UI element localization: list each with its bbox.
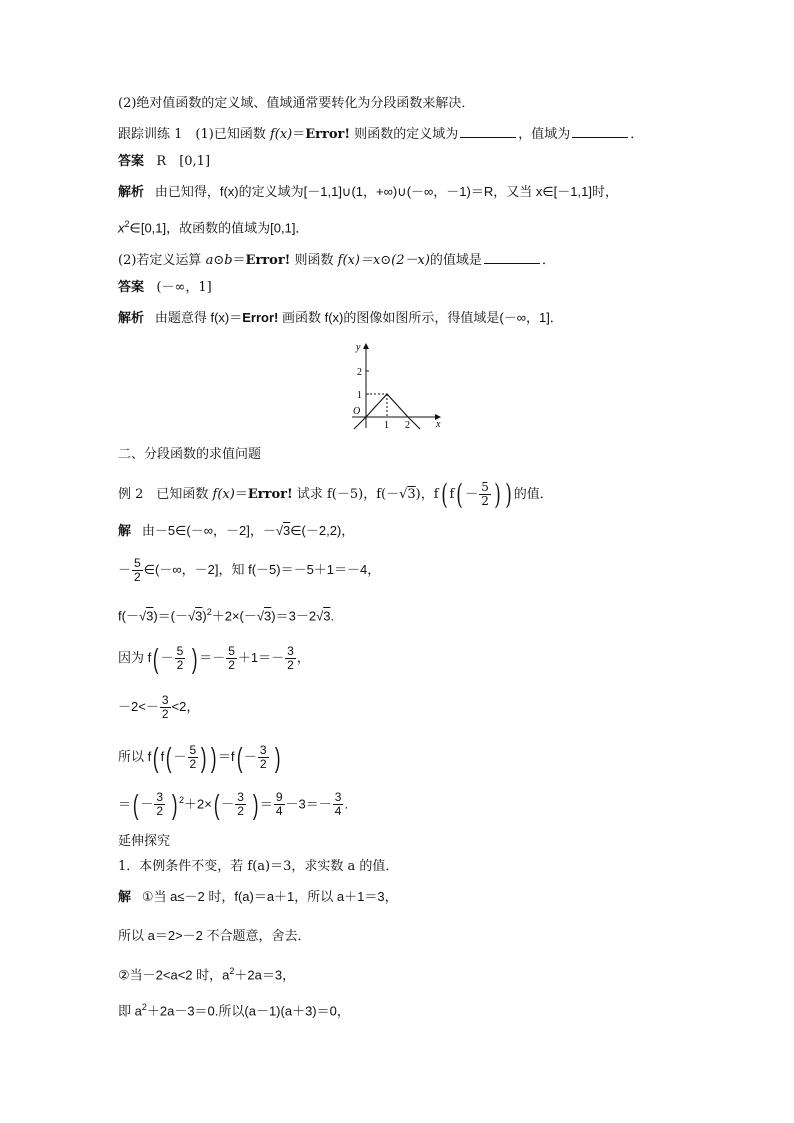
note-line: (2)绝对值函数的定义域、值域通常要转化为分段函数来解决．	[118, 96, 475, 111]
solution-line: ＝( － $\frac{3}{2}$ ) $^2$＋2×( － $\frac{3}{2}$ ) ＝ $\frac{9}{4}$ －3＝－ $\frac{3}{4}$ .	[118, 788, 349, 820]
analysis-line-cont: $x^2\in[0,1]$，故函数的值域为[0,1]．	[118, 219, 309, 236]
solution-line: 所以 a＝2>－2 不合题意，舍去．	[118, 928, 311, 943]
answer-blank	[484, 251, 540, 264]
solution-line: － $\frac{5}{2}$ ∈(－∞，－2]，知 f(－5)＝－5＋1＝－4，	[118, 556, 381, 584]
exercise-2-question: (2)若定义运算 a⊙b＝Error! 则函数 f(x)＝x⊙(2－x)的值域是 ．	[118, 253, 555, 268]
y-tick-label: 2	[357, 367, 362, 378]
solution-line: ②当－2<a<2 时，$a^2+2a=3$，	[118, 966, 296, 983]
function-graph	[344, 338, 448, 430]
section-heading: 二、分段函数的求值问题	[118, 446, 262, 461]
solution-line: 解 由－5∈(－∞，－2]，－√3∈(－2,2)，	[118, 523, 355, 538]
solution-line: 因为 f( － $\frac{5}{2}$ ) ＝－ $\frac{5}{2}$ ＋1＝－ $\frac{3}{2}$ ，	[118, 642, 310, 674]
analysis-line: 解析 由已知得，f(x)的定义域为[－1,1]∪(1，+∞)∪(－∞，－1)＝R，又当 x∈[－1,1]时，	[118, 184, 618, 199]
answer-line: 答案 R [0,1]	[118, 154, 211, 169]
solution-line: －2<－ $\frac{3}{2}$ <2，	[118, 693, 200, 721]
solution-line: 所以 f( f( － $\frac{5}{2}$ ) ) ＝f( － $\frac{3}{2}$ )	[118, 741, 281, 773]
solution-line: 即 $a^2+2a-3=0$.所以(a－1)(a＋3)＝0，	[118, 1002, 350, 1019]
y-label: y	[356, 342, 361, 353]
solution-line: 解 ①当 a≤－2 时，f(a)＝a＋1，所以 a＋1＝3，	[118, 889, 398, 904]
extension-question: 1．本例条件不变，若 f(a)＝3，求实数 a 的值．	[118, 859, 399, 874]
origin-label: O	[353, 406, 361, 417]
y-tick-label: 1	[357, 390, 362, 401]
analysis-line: 解析 由题意得 f(x)＝Error! 画函数 f(x)的图像如图所示，得值域是(－∞，1]．	[118, 310, 563, 325]
x-tick-label: 2	[405, 420, 410, 430]
answer-blank	[460, 125, 516, 138]
subsection-heading: 延伸探究	[118, 833, 171, 848]
answer-line: 答案 (－∞，1]	[118, 280, 212, 295]
x-label: x	[436, 419, 441, 430]
exercise-1-question: 跟踪训练 1 (1)已知函数 f(x)＝Error! 则函数的定义域为 ，值域为 ．	[118, 127, 644, 142]
x-tick-label: 1	[384, 420, 389, 430]
example-2-question: 例 2 已知函数 f(x)＝Error! 试求 f(－5)，f(－√3)，f( f( － $\frac{5}{2}$ ) ) 的值．	[118, 477, 553, 511]
answer-blank	[572, 125, 628, 138]
solution-line: $f(-√3)=(-√3)^2+2\times(-√3)=3-2√3$.	[118, 607, 335, 624]
